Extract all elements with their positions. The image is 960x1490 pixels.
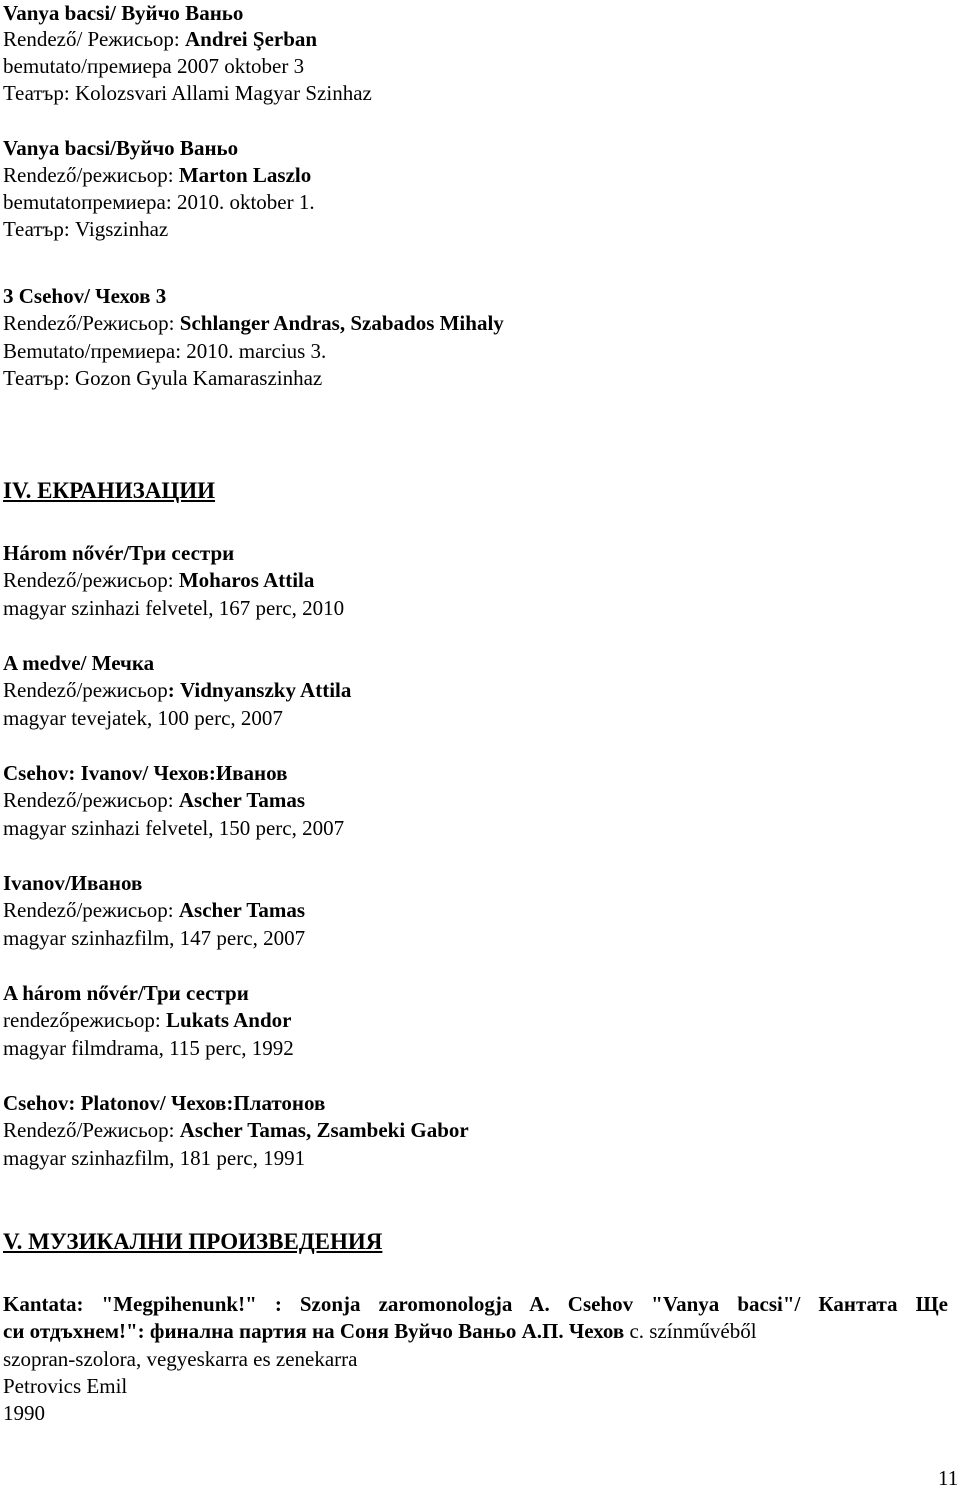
section-v-heading: V. МУЗИКАЛНИ ПРОИЗВЕДЕНИЯ — [3, 1229, 383, 1254]
entry-2-director — [3, 162, 311, 188]
cantata-line-2-normal: с. színművéből — [624, 1319, 757, 1343]
film-4-title: Ivanov/Иванов — [3, 871, 143, 895]
page-number: 11 — [938, 1466, 959, 1490]
film-4-director — [3, 897, 305, 923]
director-name: Ascher Tamas — [178, 788, 306, 812]
director-label: Rendező/режисьор: — [3, 568, 179, 592]
cantata-line-2 — [3, 1318, 757, 1344]
director-label: Rendező/ Режисьор: — [3, 27, 186, 51]
film-5-director — [3, 1007, 291, 1033]
film-1-title: Három nővér/Три сестри — [3, 541, 235, 565]
entry-3-premiere: Bemutato/премиера: 2010. marcius 3. — [3, 339, 327, 363]
director-label: Rendező/режисьор: — [3, 788, 179, 812]
cantata-composer: Petrovics Emil — [3, 1374, 128, 1398]
entry-1-director — [3, 26, 317, 52]
section-iv-heading: IV. ЕКРАНИЗАЦИИ — [3, 478, 216, 503]
film-3-title: Csehov: Ivanov/ Чехов:Иванов — [3, 761, 288, 785]
director-name: Schlanger Andras, Szabados Mihaly — [179, 311, 504, 335]
director-label: Rendező/Режисьор: — [3, 1118, 180, 1142]
film-5-title: A három nővér/Три сестри — [3, 981, 249, 1005]
director-name: Ascher Tamas — [178, 898, 306, 922]
cantata-line-1: Kantata: "Megpihenunk!" : Szonja zaromonologja A. Csehov "Vanya bacsi"/ Кантата Ще — [3, 1292, 948, 1316]
film-1-info: magyar szinhazi felvetel, 167 perc, 2010 — [3, 596, 345, 620]
film-6-director — [3, 1117, 469, 1143]
entry-1-premiere: bemutato/премиера 2007 oktober 3 — [3, 54, 305, 78]
entry-3-title: 3 Csehov/ Чехов 3 — [3, 284, 167, 308]
director-name: : Vidnyanszky Attila — [167, 678, 352, 702]
cantata-scoring: szopran-szolora, vegyeskarra es zenekarra — [3, 1347, 358, 1371]
director-label: rendezőрежисьор: — [3, 1008, 167, 1032]
film-1-director — [3, 567, 314, 593]
film-2-director — [3, 677, 351, 703]
entry-1-title: Vanya bacsi/ Вуйчо Ваньо — [3, 1, 244, 25]
film-5-info: magyar filmdrama, 115 perc, 1992 — [3, 1036, 294, 1060]
director-name: Moharos Attila — [178, 568, 315, 592]
director-label: Rendező/Режисьор: — [3, 311, 180, 335]
entry-3-theatre: Театър: Gozon Gyula Kamaraszinhaz — [3, 366, 323, 390]
entry-1-theatre: Театър: Kolozsvari Allami Magyar Szinhaz — [3, 81, 372, 105]
cantata-line-2-bold: си отдъхнем!": финална партия на Соня Вуйчо Ваньо А.П. Чехов — [3, 1319, 625, 1343]
director-name: Lukats Andor — [166, 1008, 292, 1032]
director-label: Rendező/режисьор — [3, 678, 168, 702]
director-label: Rendező/режисьор: — [3, 898, 179, 922]
director-label: Rendező/режисьор: — [3, 163, 179, 187]
film-4-info: magyar szinhazfilm, 147 perc, 2007 — [3, 926, 306, 950]
entry-2-theatre: Театър: Vigszinhaz — [3, 217, 169, 241]
film-2-info: magyar tevejatek, 100 perc, 2007 — [3, 706, 283, 730]
film-3-info: magyar szinhazi felvetel, 150 perc, 2007 — [3, 816, 345, 840]
film-6-info: magyar szinhazfilm, 181 perc, 1991 — [3, 1146, 306, 1170]
director-name: Ascher Tamas, Zsambeki Gabor — [179, 1118, 469, 1142]
cantata-year: 1990 — [3, 1401, 45, 1425]
entry-2-title: Vanya bacsi/Вуйчо Ваньо — [3, 136, 239, 160]
film-2-title: A medve/ Мечка — [3, 651, 155, 675]
film-3-director — [3, 787, 305, 813]
director-name: Marton Laszlo — [178, 163, 312, 187]
director-name: Andrei Şerban — [185, 27, 318, 51]
entry-3-director — [3, 310, 504, 336]
film-6-title: Csehov: Platonov/ Чехов:Платонов — [3, 1091, 326, 1115]
entry-2-premiere: bemutatoпремиера: 2010. oktober 1. — [3, 190, 315, 214]
